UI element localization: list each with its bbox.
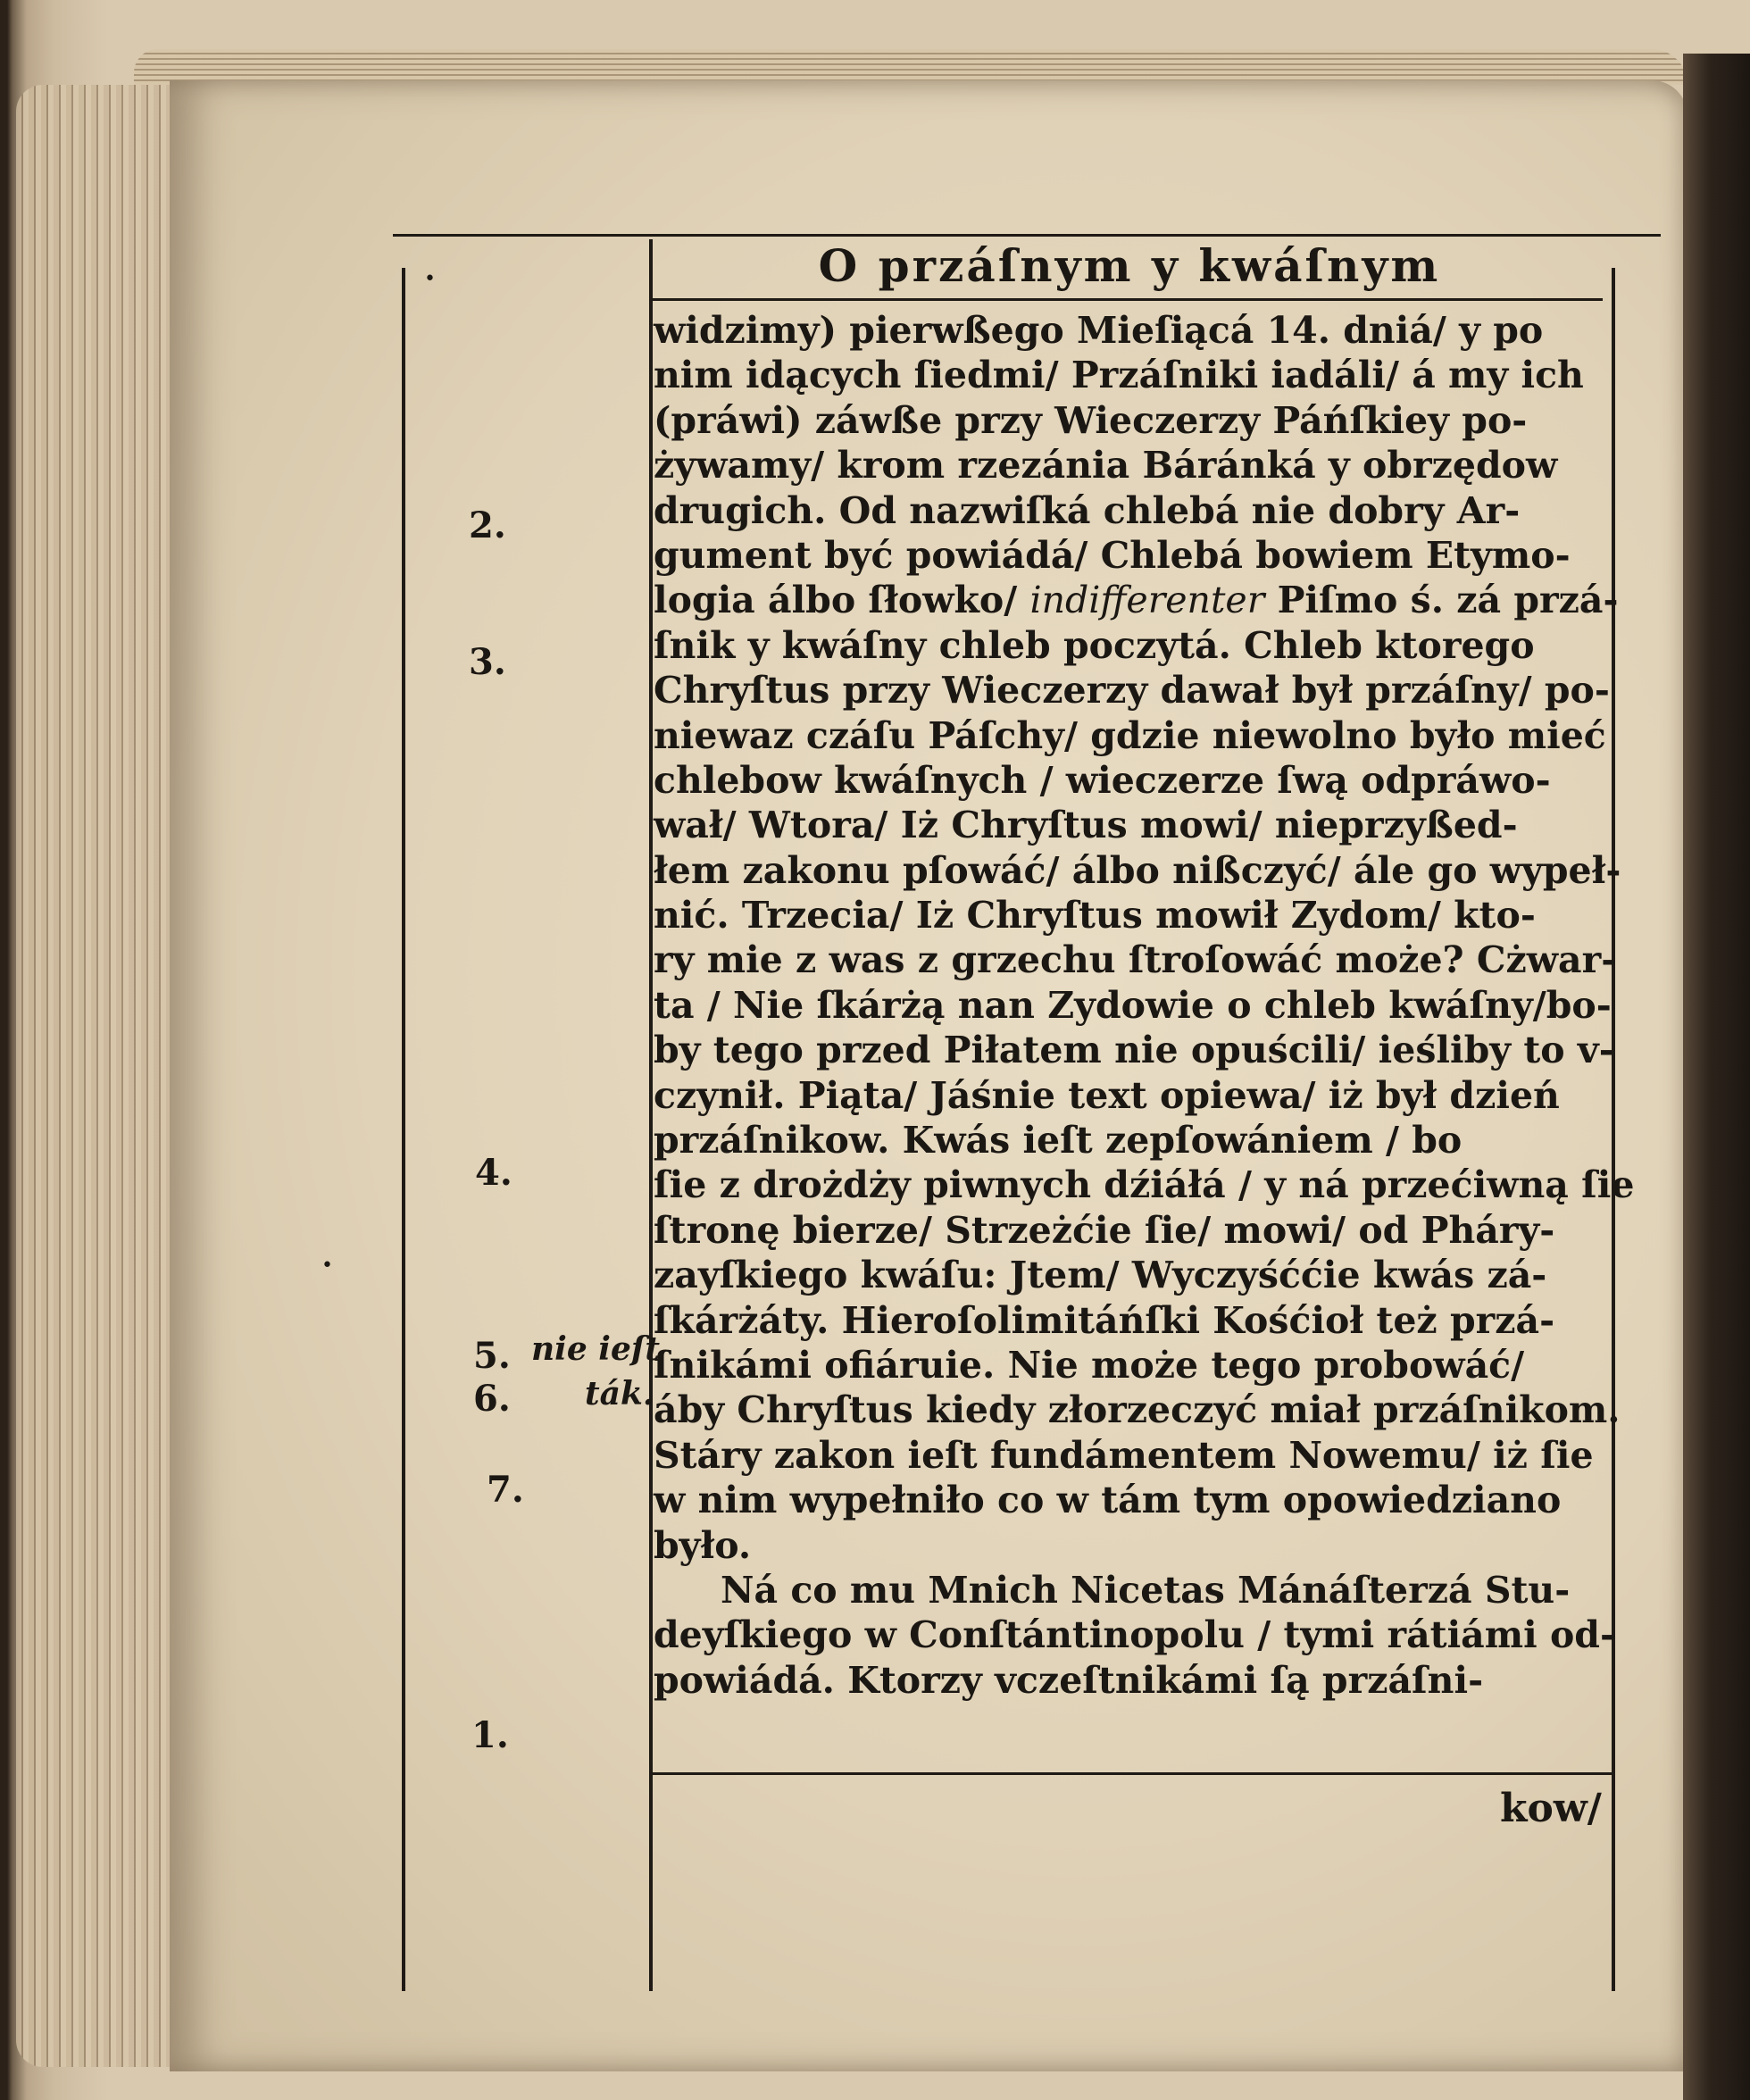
margin-dot: • [321, 1254, 333, 1277]
text-line: nić. Trzecia/ Iż Chryſtus mowił Zydom/ kto- [654, 894, 1536, 938]
page-fore-edges [16, 85, 186, 2067]
margin-number-6: 6. [473, 1378, 511, 1420]
text-line: Chryſtus przy Wieczerzy dawał był przáſny/ po- [654, 669, 1610, 712]
margin-number-1: 1. [471, 1714, 509, 1756]
italic-word: indifferenter [1029, 579, 1265, 622]
text-line: niewaz czáſu Páſchy/ gdzie niewolno było mieć [654, 713, 1606, 757]
text-line: w nim wypełniło co w tám tym opowiedziano [654, 1479, 1562, 1522]
text-line: łem zakonu pſowáć/ álbo nißczyć/ ále go wypeł- [654, 848, 1621, 892]
text-line: zayſkiego kwáſu: Jtem/ Wyczyśććie kwás zá- [654, 1254, 1547, 1297]
text-line: było. [654, 1523, 752, 1567]
text-line: ſie z drożdży piwnych dźiáłá / y ná przećiwną ſie [654, 1163, 1635, 1207]
margin-note-5: nie ieſt [531, 1330, 660, 1368]
text-line: wał/ Wtora/ Iż Chryſtus mowi/ nieprzyßed- [654, 804, 1518, 847]
text-line: ta / Nie ſkárżą nan Zydowie o chleb kwáſny/bo- [654, 983, 1612, 1027]
running-header: O przáſnym y kwáſnym [818, 239, 1441, 292]
text-line: ry mie z was z grzechu ſtroſowáć może? Cżwar- [654, 938, 1617, 982]
margin-number-2: 2. [469, 504, 506, 546]
bottom-text-rule [649, 1772, 1613, 1775]
margin-number-7: 7. [487, 1469, 524, 1511]
text-line: powiádá. Ktorzy vczeſtnikámi ſą przáſni- [654, 1658, 1484, 1702]
text-line: żywamy/ krom rzezánia Báránká y obrzędow [654, 444, 1558, 488]
text-line: gument być powiádá/ Chlebá bowiem Etymo- [654, 533, 1571, 577]
margin-number-3: 3. [469, 641, 506, 683]
text-line: Ná co mu Mnich Nicetas Mánáſterzá Stu- [721, 1568, 1571, 1612]
text-line: (práwi) záwße przy Wieczerzy Páńſkiey po- [654, 398, 1528, 442]
gutter-shadow [1683, 54, 1750, 2100]
text-block [654, 308, 1635, 1703]
text-line: przáſnikow. Kwás ieſt zepſowániem / bo [654, 1119, 1462, 1162]
margin-dot: • [424, 268, 436, 290]
top-rule [393, 234, 1661, 237]
page-top-edges [134, 49, 1688, 85]
text-line: drugich. Od nazwiſká chlebá nie dobry Ar- [654, 488, 1521, 532]
left-frame-rule [402, 268, 405, 1991]
text-line: czynił. Piąta/ Jáśnie text opiewa/ iż był dzień [654, 1073, 1560, 1117]
text-line: chlebow kwáſnych / wieczerze ſwą odpráwo- [654, 758, 1551, 802]
text-line: ſtronę bierze/ Strzeżćie ſie/ mowi/ od Pháry- [654, 1208, 1555, 1252]
text-line: ſkárżáty. Hieroſolimitáńſki Kośćioł też przá- [654, 1298, 1555, 1342]
text-line: Stáry zakon ieſt fundámentem Nowemu/ iż ſie [654, 1433, 1594, 1477]
header-rule [649, 298, 1603, 301]
text-line: by tego przed Piłatem nie opuścili/ ieśliby to v- [654, 1029, 1614, 1072]
inner-left-rule [649, 239, 653, 1991]
margin-number-4: 4. [475, 1152, 512, 1194]
margin-number-5: 5. [473, 1335, 511, 1377]
text-line: widzimy) pierwßego Mieſiącá 14. dniá/ y po [654, 309, 1544, 352]
catchword: kow/ [1500, 1786, 1602, 1831]
margin-note-6: ták. [585, 1375, 654, 1412]
text-line: áby Chryſtus kiedy złorzeczyć miał przáſnikom. [654, 1388, 1621, 1432]
text-line: ſnikámi ofiáruie. Nie może tego probowáć/ [654, 1343, 1525, 1387]
text-line: logia álbo ſłowko/ indifferenter Piſmo ś. zá przá- [654, 579, 1619, 622]
text-line: nim idących ſiedmi/ Przáſniki iadáli/ á my ich [654, 354, 1584, 397]
text-line: ſnik y kwáſny chleb poczytá. Chleb ktorego [654, 623, 1535, 667]
text-line: deyſkiego w Conſtántinopolu / tymi rátiámi od- [654, 1613, 1615, 1657]
